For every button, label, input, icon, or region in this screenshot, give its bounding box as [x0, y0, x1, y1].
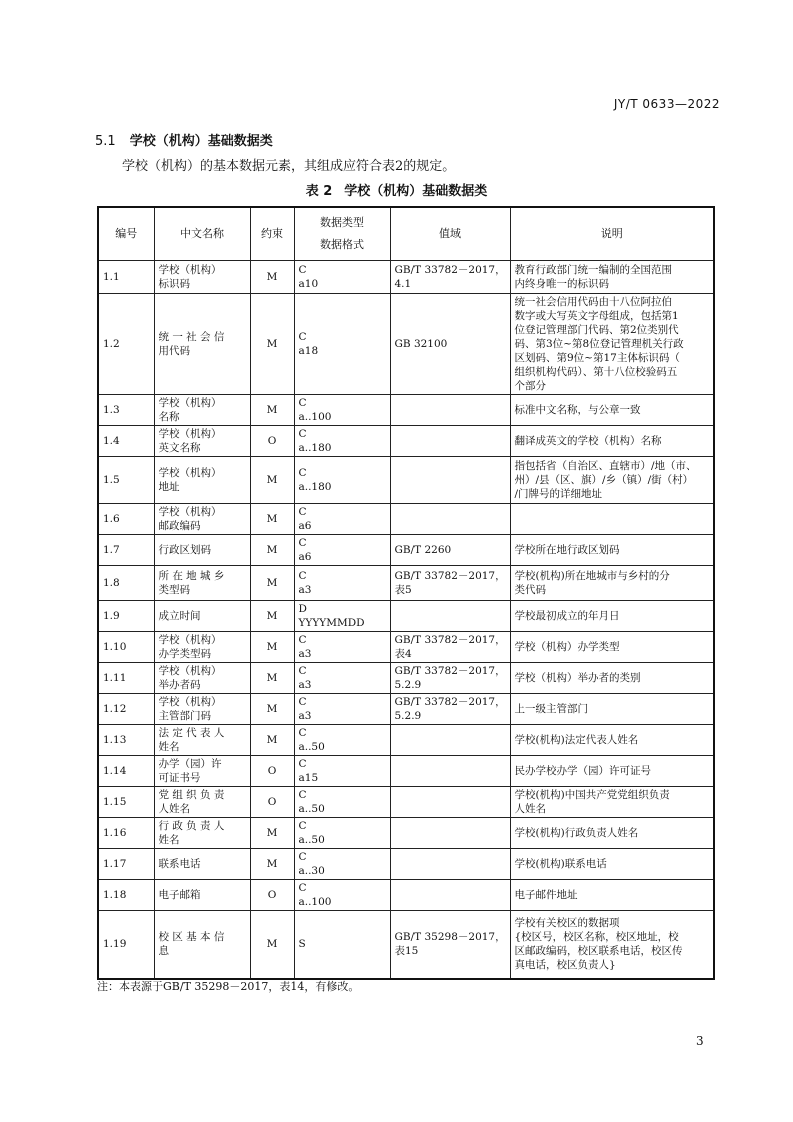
table-row: [98, 261, 714, 294]
cell-format-line: a15: [298, 772, 319, 784]
standard-code: JY/T 0633—2022: [613, 97, 720, 111]
cell-name: [154, 457, 250, 504]
cell-name-line: 电子邮箱: [158, 889, 201, 901]
header-type: 数据类型: [320, 216, 364, 229]
cell-description-line: 统一社会信用代码由十八位阿拉伯: [514, 296, 672, 308]
table-row: [98, 294, 714, 395]
table-row: [98, 880, 714, 911]
cell-name: [154, 426, 250, 457]
cell-name-line: 办学（园）许: [158, 758, 222, 770]
cell-domain: [390, 566, 510, 601]
cell-name: [154, 261, 250, 294]
cell-no: 1.14: [98, 756, 154, 787]
cell-name: [154, 694, 250, 725]
header-name: 中文名称: [154, 207, 250, 261]
table-row: [98, 694, 714, 725]
cell-name: [154, 787, 250, 818]
cell-description-line: 内终身唯一的标识码: [514, 278, 609, 290]
cell-constraint: O: [250, 426, 294, 457]
cell-format: [294, 694, 390, 725]
cell-domain: [390, 535, 510, 566]
cell-format-line: C: [298, 506, 307, 518]
cell-description: [510, 261, 714, 294]
cell-format: [294, 632, 390, 663]
table-row: [98, 756, 714, 787]
cell-format-line: a3: [298, 710, 312, 722]
table-row: [98, 395, 714, 426]
cell-format-line: a18: [298, 345, 319, 357]
header-format: 数据格式: [320, 238, 364, 251]
cell-constraint: M: [250, 504, 294, 535]
cell-description-line: 学校（机构）举办者的类别: [514, 672, 641, 684]
cell-format-line: a3: [298, 584, 312, 596]
cell-format-line: a..100: [298, 896, 332, 908]
cell-name-line: 英文名称: [158, 442, 201, 454]
cell-name-line: 地址: [158, 481, 180, 493]
cell-name: [154, 880, 250, 911]
cell-description-line: /门牌号的详细地址: [514, 488, 603, 500]
cell-name-line: 学校（机构）: [158, 696, 222, 708]
table-body: [98, 261, 714, 979]
table-caption-number: 表 2: [305, 184, 333, 199]
table-row: [98, 663, 714, 694]
table-header-row: [98, 207, 714, 261]
cell-format-line: C: [298, 758, 307, 770]
cell-description: [510, 395, 714, 426]
cell-format: [294, 756, 390, 787]
cell-name-line: 法 定 代 表 人: [158, 727, 225, 739]
cell-no: 1.3: [98, 395, 154, 426]
cell-constraint: O: [250, 880, 294, 911]
cell-name-line: 学校（机构）: [158, 634, 222, 646]
cell-domain: [390, 261, 510, 294]
table-row: [98, 566, 714, 601]
cell-domain-line: 4.1: [394, 278, 412, 290]
cell-constraint: M: [250, 632, 294, 663]
cell-description: [510, 911, 714, 979]
cell-format-line: a..50: [298, 834, 325, 846]
cell-constraint: M: [250, 849, 294, 880]
cell-format: [294, 535, 390, 566]
cell-format-line: a..30: [298, 865, 325, 877]
cell-name-line: 学校（机构）: [158, 264, 222, 276]
cell-name-line: 校 区 基 本 信: [158, 931, 225, 944]
cell-constraint: O: [250, 787, 294, 818]
cell-name-line: 息: [158, 945, 169, 958]
cell-domain-line: 表4: [394, 648, 412, 660]
cell-domain: [390, 601, 510, 632]
cell-domain-line: GB/T 33782－2017，: [394, 634, 506, 646]
cell-format-line: C: [298, 665, 307, 677]
cell-format: [294, 504, 390, 535]
cell-format-line: C: [298, 467, 307, 479]
cell-format: [294, 911, 390, 979]
cell-format-line: YYYYMMDD: [298, 617, 365, 629]
cell-domain-line: GB/T 33782－2017，: [394, 696, 506, 708]
cell-format-line: C: [298, 727, 307, 739]
cell-domain: [390, 911, 510, 979]
cell-name-line: 学校（机构）: [158, 428, 222, 440]
cell-description: [510, 457, 714, 504]
cell-no: 1.11: [98, 663, 154, 694]
cell-description-line: 码、第3位~第8位登记管理机关行政: [514, 338, 684, 350]
cell-domain-line: 表15: [394, 945, 419, 958]
cell-name: [154, 632, 250, 663]
cell-name: [154, 725, 250, 756]
cell-name-line: 学校（机构）: [158, 506, 222, 518]
cell-description-line: 民办学校办学（园）许可证号: [514, 765, 651, 777]
page-number: 3: [696, 1034, 704, 1048]
cell-constraint: M: [250, 294, 294, 395]
header-domain: 值域: [390, 207, 510, 261]
cell-format-line: a..100: [298, 411, 332, 423]
cell-name-line: 所 在 地 城 乡: [158, 570, 225, 582]
cell-no: 1.4: [98, 426, 154, 457]
cell-name: [154, 756, 250, 787]
table-row: [98, 787, 714, 818]
header-type-format: [294, 207, 390, 261]
cell-name: [154, 911, 250, 979]
cell-domain: [390, 880, 510, 911]
cell-description-line: 指包括省（自治区、直辖市）/地（市、: [514, 460, 697, 472]
cell-description: [510, 535, 714, 566]
cell-domain-line: 表5: [394, 584, 412, 596]
cell-domain-line: GB/T 33782－2017，: [394, 570, 506, 582]
cell-no: 1.10: [98, 632, 154, 663]
cell-name: [154, 395, 250, 426]
header-constraint: 约束: [250, 207, 294, 261]
cell-name-line: 联系电话: [158, 858, 201, 870]
cell-name-line: 统 一 社 会 信: [158, 331, 225, 343]
cell-format-line: S: [298, 938, 306, 951]
cell-format-line: a..180: [298, 442, 332, 454]
cell-format-line: C: [298, 397, 307, 409]
cell-constraint: M: [250, 818, 294, 849]
cell-no: 1.9: [98, 601, 154, 632]
cell-description: [510, 632, 714, 663]
table-caption: [0, 180, 793, 199]
cell-no: 1.8: [98, 566, 154, 601]
cell-format-line: D: [298, 603, 307, 615]
cell-domain: [390, 632, 510, 663]
cell-description-line: 学校（机构）办学类型: [514, 641, 620, 653]
cell-format-line: C: [298, 696, 307, 708]
cell-description-line: 组织机构代码）、第十八位校验码五: [514, 366, 678, 378]
cell-format: [294, 601, 390, 632]
cell-domain: [390, 725, 510, 756]
cell-format-line: C: [298, 882, 307, 894]
cell-name-line: 可证书号: [158, 772, 201, 784]
cell-description-line: 位登记管理部门代码、第2位类别代: [514, 324, 679, 336]
cell-format-line: C: [298, 820, 307, 832]
cell-format: [294, 294, 390, 395]
cell-format: [294, 566, 390, 601]
cell-format-line: C: [298, 570, 307, 582]
cell-domain-line: GB/T 33782－2017，: [394, 665, 506, 677]
cell-format-line: a3: [298, 679, 312, 691]
cell-format-line: C: [298, 264, 307, 276]
cell-format-line: a3: [298, 648, 312, 660]
table-row: [98, 457, 714, 504]
cell-description-line: 教育行政部门统一编制的全国范围: [514, 264, 672, 276]
cell-domain-line: 5.2.9: [394, 710, 422, 722]
cell-name-line: 学校（机构）: [158, 397, 222, 409]
cell-description-line: 人姓名: [514, 803, 546, 815]
intro-paragraph: 学校（机构）的基本数据元素，其组成应符合表2的规定。: [122, 159, 456, 174]
table-row: [98, 849, 714, 880]
cell-name: [154, 504, 250, 535]
table-row: [98, 911, 714, 979]
section-number: 5.1: [95, 134, 116, 149]
cell-format-line: a10: [298, 278, 319, 290]
table-row: [98, 725, 714, 756]
cell-description: [510, 725, 714, 756]
cell-name-line: 主管部门码: [158, 710, 211, 722]
cell-domain: [390, 395, 510, 426]
cell-format: [294, 663, 390, 694]
cell-description-line: 学校(机构)所在地城市与乡村的分: [514, 570, 670, 582]
cell-format: [294, 725, 390, 756]
cell-format-line: a6: [298, 551, 312, 563]
cell-description: [510, 294, 714, 395]
cell-description-line: 数字或大写英文字母组成，包括第1: [514, 310, 679, 322]
cell-name-line: 标识码: [158, 278, 190, 290]
cell-description-line: 区划码、第9位~第17主体标识码（: [514, 352, 680, 364]
cell-domain-line: GB 32100: [394, 338, 448, 350]
cell-description: [510, 601, 714, 632]
cell-description-line: 标准中文名称，与公章一致: [514, 404, 641, 416]
table-row: [98, 504, 714, 535]
cell-no: 1.7: [98, 535, 154, 566]
cell-name-line: 类型码: [158, 584, 190, 596]
cell-name-line: 党 组 织 负 责: [158, 789, 225, 801]
cell-name-line: 成立时间: [158, 610, 201, 622]
cell-domain: [390, 849, 510, 880]
cell-description-line: 区邮政编码，校区联系电话，校区传: [514, 945, 683, 958]
cell-domain: [390, 818, 510, 849]
cell-domain: [390, 756, 510, 787]
cell-name-line: 学校（机构）: [158, 467, 222, 479]
cell-description: [510, 849, 714, 880]
cell-format-line: C: [298, 537, 307, 549]
cell-name-line: 学校（机构）: [158, 665, 222, 677]
cell-name: [154, 849, 250, 880]
cell-description-line: 学校(机构)法定代表人姓名: [514, 734, 639, 746]
cell-no: 1.2: [98, 294, 154, 395]
header-description: 说明: [510, 207, 714, 261]
cell-format-line: C: [298, 331, 307, 343]
cell-constraint: O: [250, 756, 294, 787]
cell-format-line: a..180: [298, 481, 332, 493]
cell-description-line: 学校所在地行政区划码: [514, 544, 620, 556]
header-no: 编号: [98, 207, 154, 261]
cell-format: [294, 787, 390, 818]
cell-format: [294, 818, 390, 849]
cell-format: [294, 457, 390, 504]
cell-format-line: a..50: [298, 803, 325, 815]
cell-format-line: C: [298, 634, 307, 646]
table-row: [98, 426, 714, 457]
table-row: [98, 632, 714, 663]
cell-description: [510, 426, 714, 457]
cell-domain-line: GB/T 33782－2017，: [394, 264, 506, 276]
cell-name-line: 行 政 负 责 人: [158, 820, 225, 832]
cell-no: 1.16: [98, 818, 154, 849]
cell-no: 1.1: [98, 261, 154, 294]
cell-constraint: M: [250, 725, 294, 756]
cell-description: [510, 756, 714, 787]
cell-no: 1.19: [98, 911, 154, 979]
table-row: [98, 818, 714, 849]
cell-format: [294, 261, 390, 294]
cell-description-line: 上一级主管部门: [514, 703, 588, 715]
cell-description-line: 学校最初成立的年月日: [514, 610, 620, 622]
cell-name: [154, 601, 250, 632]
cell-format-line: C: [298, 851, 307, 863]
cell-format-line: C: [298, 789, 307, 801]
cell-domain-line: GB/T 2260: [394, 544, 452, 556]
section-heading: [95, 130, 273, 149]
cell-format: [294, 849, 390, 880]
cell-name-line: 邮政编码: [158, 520, 201, 532]
cell-description: [510, 566, 714, 601]
cell-format-line: a6: [298, 520, 312, 532]
table-row: [98, 535, 714, 566]
cell-constraint: M: [250, 911, 294, 979]
cell-name-line: 行政区划码: [158, 544, 211, 556]
section-title: 学校（机构）基础数据类: [129, 134, 273, 149]
cell-domain-line: 5.2.9: [394, 679, 422, 691]
cell-domain: [390, 787, 510, 818]
cell-description-line: {校区号，校区名称，校区地址，校: [514, 931, 679, 944]
cell-description-line: 学校有关校区的数据项: [514, 917, 620, 930]
cell-no: 1.15: [98, 787, 154, 818]
table-row: [98, 601, 714, 632]
cell-name: [154, 535, 250, 566]
cell-name: [154, 566, 250, 601]
cell-constraint: M: [250, 566, 294, 601]
cell-domain: [390, 426, 510, 457]
cell-constraint: M: [250, 663, 294, 694]
cell-description-line: 学校(机构)行政负责人姓名: [514, 827, 639, 839]
data-element-table: [97, 206, 715, 980]
cell-name: [154, 818, 250, 849]
cell-description: [510, 694, 714, 725]
cell-domain: [390, 504, 510, 535]
cell-domain: [390, 694, 510, 725]
cell-constraint: M: [250, 261, 294, 294]
cell-name: [154, 663, 250, 694]
cell-domain: [390, 294, 510, 395]
cell-constraint: M: [250, 395, 294, 426]
cell-description-line: 翻译成英文的学校（机构）名称: [514, 435, 662, 447]
cell-description: [510, 818, 714, 849]
cell-name-line: 姓名: [158, 741, 180, 753]
cell-constraint: M: [250, 535, 294, 566]
cell-constraint: M: [250, 601, 294, 632]
cell-no: 1.6: [98, 504, 154, 535]
cell-name-line: 办学类型码: [158, 648, 211, 660]
cell-name-line: 人姓名: [158, 803, 190, 815]
cell-domain: [390, 457, 510, 504]
cell-description: [510, 787, 714, 818]
cell-no: 1.13: [98, 725, 154, 756]
cell-description: [510, 880, 714, 911]
cell-format-line: a..50: [298, 741, 325, 753]
cell-format: [294, 880, 390, 911]
cell-description-line: 类代码: [514, 584, 546, 596]
cell-description-line: 学校(机构)联系电话: [514, 858, 607, 870]
cell-description-line: 州）/县（区、旗）/乡（镇）/街（村）: [514, 474, 694, 486]
cell-name: [154, 294, 250, 395]
table-caption-title: 学校（机构）基础数据类: [344, 184, 488, 199]
cell-description-line: 真电话，校区负责人}: [514, 959, 616, 972]
cell-format-line: C: [298, 428, 307, 440]
cell-description: [510, 504, 714, 535]
table-note: 注：本表源于GB/T 35298－2017，表14，有修改。: [97, 980, 360, 993]
cell-name-line: 姓名: [158, 834, 180, 846]
cell-description-line: 学校(机构)中国共产党党组织负责: [514, 789, 670, 801]
cell-format: [294, 426, 390, 457]
cell-format: [294, 395, 390, 426]
cell-description: [510, 663, 714, 694]
cell-description-line: 个部分: [514, 380, 546, 392]
cell-no: 1.17: [98, 849, 154, 880]
cell-no: 1.18: [98, 880, 154, 911]
cell-domain-line: GB/T 35298－2017，: [394, 931, 506, 944]
cell-no: 1.12: [98, 694, 154, 725]
cell-domain: [390, 663, 510, 694]
cell-no: 1.5: [98, 457, 154, 504]
cell-name-line: 举办者码: [158, 679, 201, 691]
cell-name-line: 名称: [158, 411, 180, 423]
cell-constraint: M: [250, 457, 294, 504]
cell-description-line: 电子邮件地址: [514, 889, 578, 901]
cell-constraint: M: [250, 694, 294, 725]
cell-name-line: 用代码: [158, 345, 190, 357]
